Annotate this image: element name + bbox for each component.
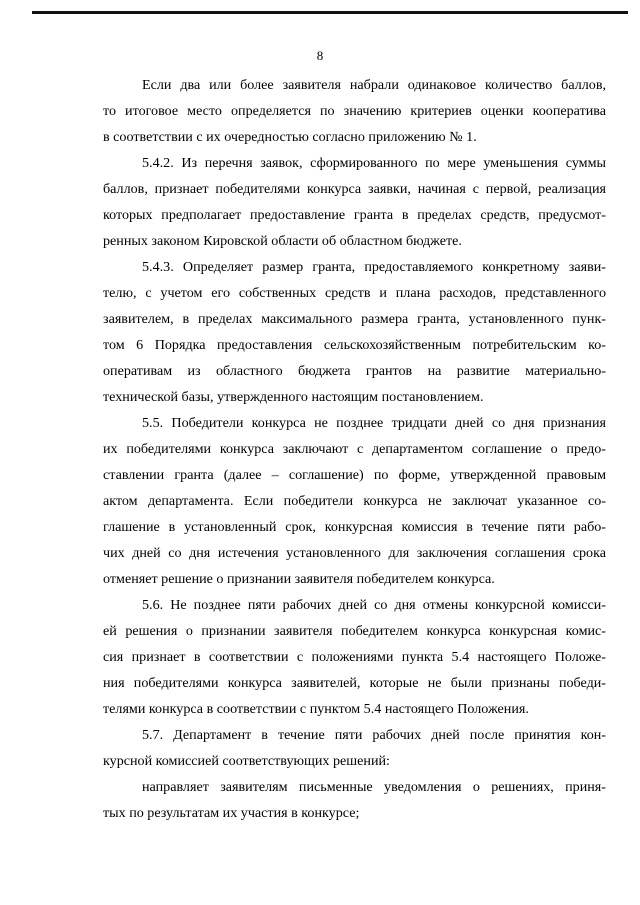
text-line: актом департамента. Если победители конкурса не заключат указанное со- [103,493,606,509]
paragraph-p-5-7 [103,722,606,774]
top-rule [32,11,628,14]
text-line: телю, с учетом его собственных средств и плана расходов, представленного [103,285,606,301]
text-line: 5.5. Победители конкурса не позднее тридцати дней со дня признания [142,415,606,431]
page-number: 8 [316,48,324,63]
paragraph-p-notify [103,774,606,826]
text-line: в соответствии с их очередностью согласно приложению № 1. [103,129,477,145]
text-line: технической базы, утвержденного настоящим постановлением. [103,389,484,405]
text-line: 5.6. Не позднее пяти рабочих дней со дня отмены конкурсной комисси- [142,597,606,613]
paragraph-p-5-4-2 [103,150,606,254]
text-line: оперативам из областного бюджета грантов на развитие материально- [103,363,606,379]
text-line: телями конкурса в соответствии с пунктом 5.4 настоящего Положения. [103,701,529,717]
text-line: 5.4.3. Определяет размер гранта, предоставляемого конкретному заяви- [142,259,606,275]
text-line: которых предполагает предоставление гранта в пределах средств, предусмот- [103,207,606,223]
text-line: сия признает в соответствии с положениями пункта 5.4 настоящего Положе- [103,649,606,665]
paragraph-p-5-4-3 [103,254,606,410]
text-line: ренных законом Кировской области об областном бюджете. [103,233,462,249]
paragraph-p-5-5 [103,410,606,592]
text-line: ставлении гранта (далее – соглашение) по форме, утвержденной правовым [103,467,606,483]
text-line: Если два или более заявителя набрали одинаковое количество баллов, [142,77,606,93]
text-line: их победителями конкурса заключают с департаментом соглашение о предо- [103,441,606,457]
text-line: направляет заявителям письменные уведомления о решениях, приня- [142,779,606,795]
paragraph-p-5-6 [103,592,606,722]
text-line: отменяет решение о признании заявителя победителем конкурса. [103,571,495,587]
text-line: чих дней со дня истечения установленного для заключения соглашения срока [103,545,606,561]
text-line: тых по результатам их участия в конкурсе; [103,805,360,821]
text-line: том 6 Порядка предоставления сельскохозяйственным потребительским ко- [103,337,606,353]
text-line: баллов, признает победителями конкурса заявки, начиная с первой, реализация [103,181,606,197]
paragraph-tie-rule [103,72,606,150]
text-line: 5.7. Департамент в течение пяти рабочих дней после принятия кон- [142,727,606,743]
text-line: 5.4.2. Из перечня заявок, сформированного по мере уменьшения суммы [142,155,606,171]
text-line: то итоговое место определяется по значению критериев оценки кооператива [103,103,606,119]
text-line: глашение в установленный срок, конкурсная комиссия в течение пяти рабо- [103,519,606,535]
document-body [103,72,606,826]
text-line: заявителем, в пределах максимального размера гранта, установленного пунк- [103,311,606,327]
text-line: ей решения о признании заявителя победителем конкурса конкурсная комис- [103,623,606,639]
text-line: курсной комиссией соответствующих решений: [103,753,390,769]
text-line: ния победителями конкурса заявителей, которые не были признаны победи- [103,675,606,691]
